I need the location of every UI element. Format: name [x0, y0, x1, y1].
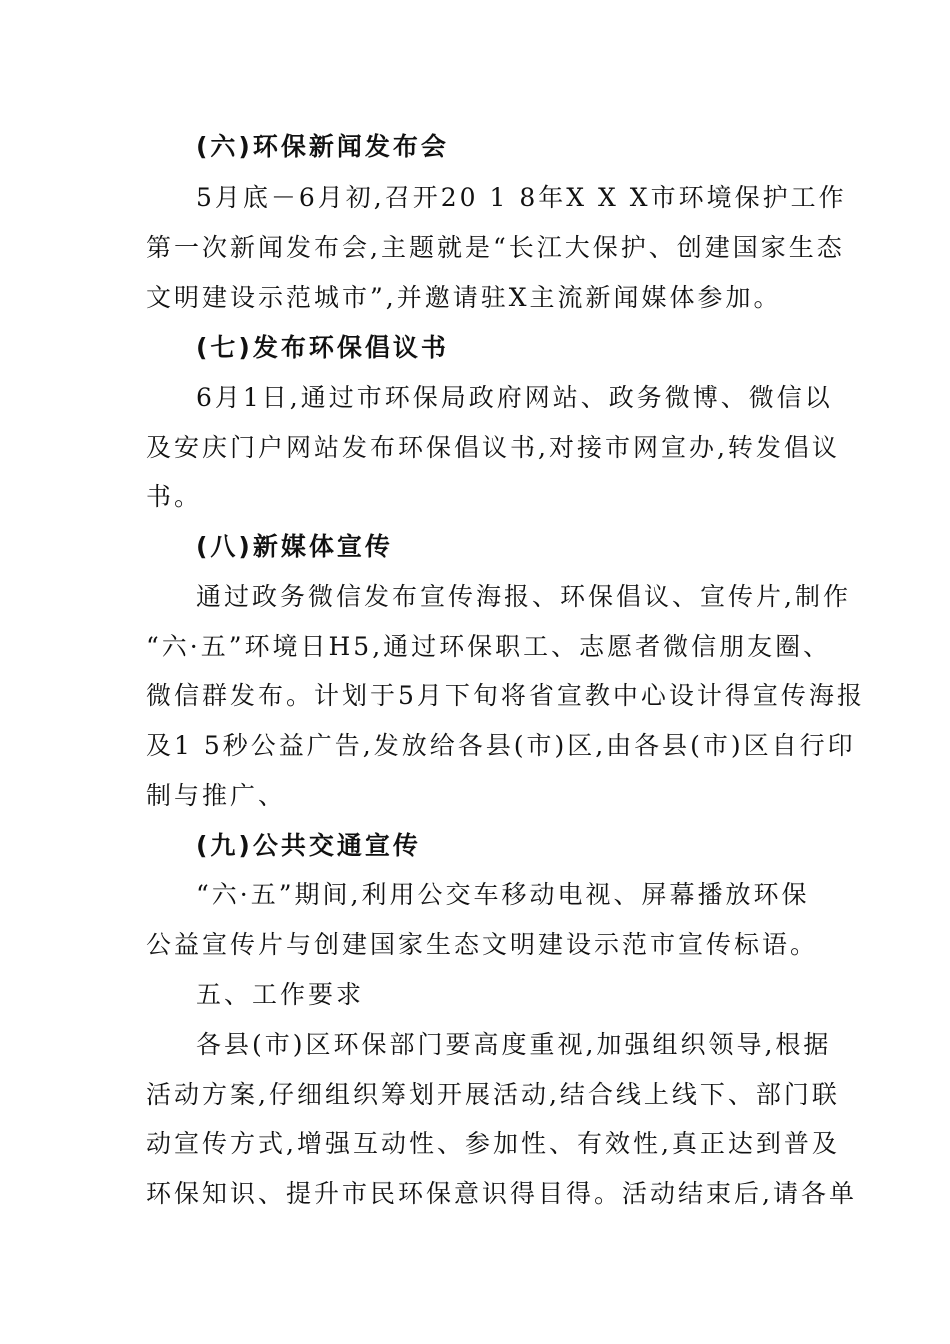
paragraph-line: 文明建设示范城市”,并邀请驻X主流新闻媒体参加。: [146, 283, 782, 312]
paragraph-line: 及安庆门户网站发布环保倡议书,对接市网宣办,转发倡议: [146, 433, 840, 462]
paragraph-line: 书。: [146, 482, 203, 511]
paragraph-line: 各县(市)区环保部门要高度重视,加强组织领导,根据: [196, 1030, 832, 1059]
paragraph-line: “六·五”期间,利用公交车移动电视、屏幕播放环保: [196, 880, 810, 909]
section-heading-6: (六)环保新闻发布会: [196, 132, 449, 161]
paragraph-line: 动宣传方式,增强互动性、参加性、有效性,真正达到普及: [146, 1129, 840, 1158]
paragraph-line: 通过政务微信发布宣传海报、环保倡议、宣传片,制作: [196, 582, 851, 611]
paragraph-line: 环保知识、提升市民环保意识得目得。活动结束后,请各单: [146, 1179, 857, 1208]
section-heading-7: (七)发布环保倡议书: [196, 333, 449, 362]
paragraph-line: 5月底－6月初,召开20 1 8年X X X市环境保护工作: [196, 183, 847, 212]
paragraph-line: 及1 5秒公益广告,发放给各县(市)区,由各县(市)区自行印: [146, 731, 856, 760]
section-heading-9: (九)公共交通宣传: [196, 831, 421, 860]
section-heading-8: (八)新媒体宣传: [196, 532, 393, 561]
section-title-5: 五、工作要求: [196, 980, 365, 1009]
paragraph-line: 第一次新闻发布会,主题就是“长江大保护、创建国家生态: [146, 233, 845, 262]
paragraph-line: 活动方案,仔细组织筹划开展活动,结合线上线下、部门联: [146, 1080, 840, 1109]
paragraph-line: 制与推广、: [146, 781, 287, 810]
paragraph-line: “六·五”环境日H5,通过环保职工、志愿者微信朋友圈、: [146, 632, 832, 661]
paragraph-line: 微信群发布。计划于5月下旬将省宣教中心设计得宣传海报: [146, 681, 865, 710]
paragraph-line: 6月1日,通过市环保局政府网站、政务微博、微信以: [196, 383, 833, 412]
paragraph-line: 公益宣传片与创建国家生态文明建设示范市宣传标语。: [146, 930, 819, 959]
